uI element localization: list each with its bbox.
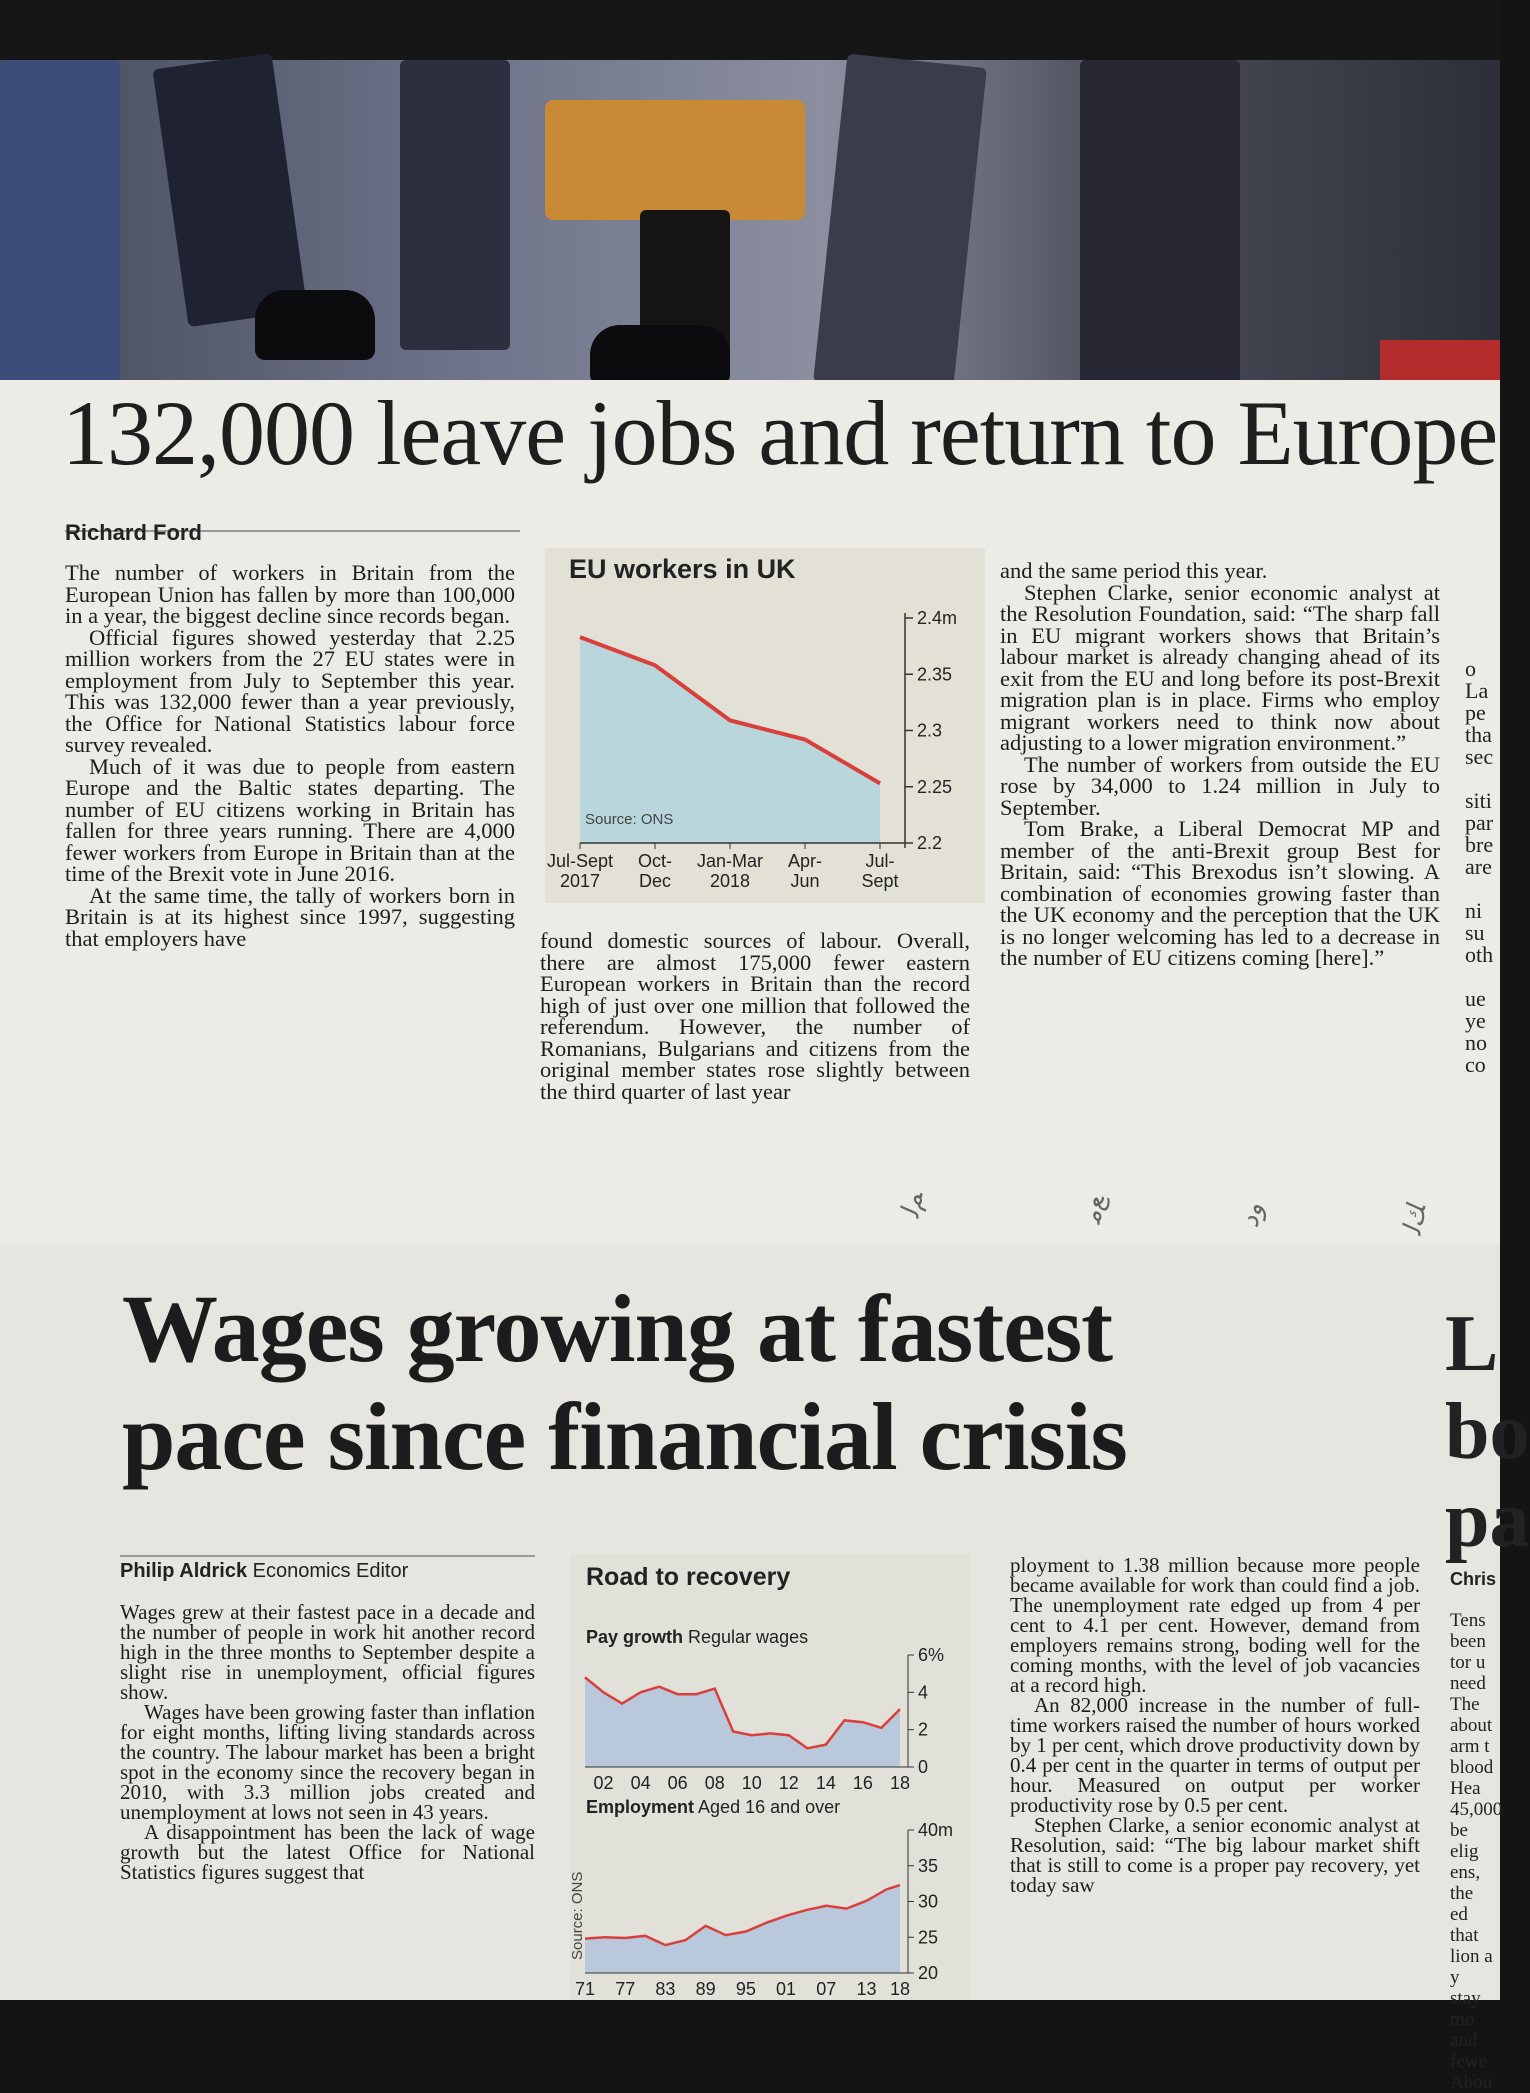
chart-x-tick-label: 2018: [709, 871, 751, 891]
text-fragment: La: [1465, 678, 1489, 703]
text-fragment: tor u: [1450, 1652, 1486, 1673]
text-fragment: ed that: [1450, 1904, 1479, 1946]
article2-headline-line1: Wages growing at fastest: [122, 1275, 1113, 1382]
paragraph: Much of it was due to people from eastern Europe and the Baltic states departing. The number of EU citizens working in Britain has fallen for three years running. There are 4,000 fewer workers from Europe in Britain than at the time of the Brexit vote in June 2016.: [65, 753, 515, 886]
pay-growth-x-tick-label: 08: [704, 1773, 725, 1793]
text-fragment: tha: [1465, 722, 1492, 747]
article2-column-3: [1010, 1555, 1420, 1895]
text-fragment: are: [1465, 854, 1492, 879]
pay-growth-x-tick-label: 10: [741, 1773, 762, 1793]
paragraph: At the same time, the tally of workers born in Britain is at its highest since 1997, suggesting that employers have: [65, 882, 515, 951]
adjacent-byline-fragment: Chris: [1450, 1569, 1497, 1589]
handwritten-note: ﻢﻟ: [895, 1189, 929, 1220]
text-fragment: su: [1465, 920, 1485, 945]
text-fragment: need: [1450, 1673, 1486, 1694]
chart-title: EU workers in UK: [569, 554, 796, 584]
chart-x-tick-label: Sept: [861, 871, 899, 891]
chart-source: Source: ONS: [585, 811, 674, 828]
text-fragment: Tens: [1450, 1610, 1486, 1631]
text-fragment: stay mo: [1450, 1988, 1481, 2030]
chart-eu-workers-plot: [545, 548, 985, 903]
text-fragment: [1465, 768, 1500, 790]
employment-x-tick-label: 13: [856, 1979, 877, 1999]
employment-y-tick-label: 25: [918, 1927, 939, 1948]
byline-rule: [120, 1555, 535, 1557]
chart-x-tick-label: Jul-Sept: [546, 851, 614, 871]
pay-growth-x-tick-label: 06: [667, 1773, 688, 1793]
text-fragment: no: [1465, 1030, 1487, 1055]
employment-y-tick-label: 30: [918, 1891, 939, 1912]
text-fragment: oth: [1465, 942, 1494, 967]
paragraph: and the same period this year.: [1000, 558, 1268, 583]
chart-y-tick-label: 2.35: [917, 664, 953, 685]
chart-subtitle: Employment Aged 16 and over: [586, 1797, 841, 1817]
chart-eu-workers: [545, 548, 985, 903]
paragraph: Stephen Clarke, senior economic analyst at the Resolution Foundation, said: “The sharp fall in EU migrant workers shows that Britain’s labour market is already changing ahead of its exit from the EU and long before its post-Brexit migration plan is in place. Firms who employ migrant workers need to think now about adjusting to a lower migration environment.”: [1000, 579, 1440, 755]
adjacent-column-fragment: [1450, 1610, 1503, 2093]
chart-road-to-recovery-plot: [570, 1555, 970, 2000]
paragraph: Stephen Clarke, a senior economic analyst at Resolution, said: “The big labour market shift that is still to come is a proper pay recovery, yet today saw: [1010, 1813, 1420, 1897]
article2-headline: [122, 1275, 1127, 1491]
chart-y-tick-label: 2.4m: [917, 608, 958, 628]
paragraph: Wages have been growing faster than inflation for eight months, lifting living standards across the country. The labour market has been a bright spot in the economy since the recovery began in 2010, with 3.3 million jobs created and unemployment at lows not seen in 43 years.: [120, 1700, 535, 1824]
text-fragment: ye: [1465, 1008, 1486, 1033]
employment-y-tick-label: 40m: [918, 1820, 954, 1840]
text-fragment: The: [1450, 1694, 1480, 1715]
text-fragment: ni: [1465, 898, 1483, 923]
chart-x-tick-label: 2017: [559, 871, 601, 891]
text-fragment: ue: [1465, 986, 1486, 1011]
paragraph: A disappointment has been the lack of wage growth but the latest Office for National Statistics figures suggest that: [120, 1820, 535, 1884]
article-headline: 132,000 leave jobs and return to Europe: [62, 382, 1498, 484]
employment-x-tick-label: 83: [655, 1979, 676, 1999]
pay-growth-x-tick-label: 04: [630, 1773, 651, 1793]
chart-y-tick-label: 2.25: [917, 776, 953, 797]
pay-growth-x-tick-label: 02: [593, 1773, 614, 1793]
text-fragment: and fewe: [1450, 2030, 1487, 2072]
text-fragment: Abou: [1450, 2072, 1493, 2093]
text-fragment: arm t: [1450, 1736, 1490, 1757]
pay-growth-y-tick-label: 4: [918, 1682, 929, 1703]
handwritten-note: ﻊﻣ: [1076, 1193, 1111, 1227]
photo-shoe: [255, 290, 375, 360]
chart-x-tick-label: Oct-: [638, 851, 672, 871]
chart-subtitle: Pay growth Regular wages: [586, 1627, 809, 1647]
chart-y-tick-label: 2.2: [917, 833, 943, 853]
text-fragment: [1465, 878, 1500, 900]
text-fragment: bre: [1465, 832, 1494, 857]
paragraph: The number of workers from outside the EU rose by 34,000 to 1.24 million in July to September.: [1000, 751, 1440, 820]
photo-trouser-leg: [813, 54, 987, 397]
text-fragment: pa: [1445, 1476, 1530, 1564]
article2-byline: [120, 1560, 408, 1583]
text-fragment: bo: [1445, 1388, 1530, 1476]
adjacent-headline-fragment: [1445, 1300, 1530, 1564]
article2-byline-role: Economics Editor: [252, 1560, 409, 1582]
article-column-2: [540, 930, 970, 1102]
text-fragment: o: [1465, 656, 1476, 681]
employment-x-tick-label: 18: [889, 1979, 911, 1999]
article2-headline-line2: pace since financial crisis: [122, 1383, 1127, 1490]
paragraph: found domestic sources of labour. Overall, there are almost 175,000 fewer eastern European workers in Britain than the record high of just over one million that followed the referendum. However, the number of Romanians, Bulgarians and citizens from the original member states rose slightly between the third quarter of last year: [540, 928, 970, 1104]
employment-x-tick-label: 07: [816, 1979, 837, 1999]
article-column-1: [65, 562, 515, 949]
text-fragment: pe: [1465, 700, 1486, 725]
paragraph: Wages grew at their fastest pace in a decade and the number of people in work hit another record high in the three months to September despite a slight rise in unemployment, official figures show.: [120, 1600, 535, 1704]
paragraph: The number of workers in Britain from the European Union has fallen by more than 100,000 in a year, the biggest decline since records began.: [65, 560, 515, 628]
article-column-3: [1000, 560, 1440, 969]
text-fragment: co: [1465, 1052, 1486, 1077]
photo-shoe: [590, 325, 730, 385]
pay-growth-x-tick-label: 18: [889, 1773, 911, 1793]
chart-x-tick-label: Jul-: [865, 851, 895, 871]
chart-source: Source: ONS: [569, 1871, 586, 1960]
text-fragment: [1465, 966, 1500, 988]
text-fragment: L: [1445, 1300, 1499, 1388]
chart-x-tick-label: Apr-: [787, 851, 823, 871]
text-fragment: sec: [1465, 744, 1494, 769]
text-fragment: Hea: [1450, 1778, 1481, 1799]
photo-trouser-leg: [400, 60, 510, 350]
newspaper-photo: [0, 60, 1500, 390]
pay-growth-y-tick-label: 0: [918, 1757, 929, 1777]
text-fragment: blood: [1450, 1757, 1494, 1778]
employment-y-tick-label: 20: [918, 1963, 939, 1983]
employment-area: [585, 1885, 900, 1973]
employment-x-tick-label: 77: [615, 1979, 636, 1999]
chart-y-tick-label: 2.3: [917, 720, 943, 741]
employment-x-tick-label: 95: [735, 1979, 756, 1999]
paragraph: ployment to 1.38 million because more people became available for work than could find a job. The unemployment rate edged up from 4 per cent to 4.1 per cent. However, demand from employers remains strong, boding well for the coming months, with the level of job vacancies at a record high.: [1010, 1553, 1420, 1697]
article-byline: Richard Ford: [65, 520, 202, 545]
text-fragment: lion a y: [1450, 1946, 1493, 1988]
chart-title: Road to recovery: [586, 1563, 791, 1591]
photo-trouser-leg: [0, 60, 120, 390]
photo-trouser-leg: [1080, 60, 1240, 390]
adjacent-column-fragment: [1465, 658, 1500, 1076]
pay-growth-y-tick-label: 6%: [918, 1645, 945, 1665]
chart-x-tick-label: Jun: [790, 871, 820, 891]
chart-road-to-recovery: [570, 1555, 970, 2000]
photo-briefcase: [545, 100, 805, 220]
pay-growth-x-tick-label: 14: [815, 1773, 836, 1793]
pay-growth-x-tick-label: 12: [778, 1773, 799, 1793]
paragraph: An 82,000 increase in the number of full-time workers raised the number of hours worked by 1 per cent, which drove productivity down by 0.4 per cent in the quarter in terms of output per hour. Measured on output per worker productivity rose by 0.5 per cent.: [1010, 1693, 1420, 1817]
handwritten-note: ﻭﺩ: [1234, 1199, 1269, 1231]
employment-x-tick-label: 89: [695, 1979, 716, 1999]
paragraph: Tom Brake, a Liberal Democrat MP and member of the anti-Brexit group Best for Britain, said: “This Brexodus isn’t slowing. A combination of economies growing faster than the UK economy and the perception that the UK is no longer welcoming has led to a decrease in the number of EU citizens coming [here].”: [1000, 816, 1440, 970]
text-fragment: been: [1450, 1631, 1486, 1652]
text-fragment: be elig: [1450, 1820, 1479, 1862]
text-fragment: ens, the: [1450, 1862, 1481, 1904]
text-fragment: par: [1465, 810, 1494, 835]
pay-growth-x-tick-label: 16: [852, 1773, 873, 1793]
employment-x-tick-label: 71: [574, 1979, 596, 1999]
text-fragment: siti: [1465, 788, 1492, 813]
handwritten-note: ﻚﻟ: [1397, 1202, 1432, 1238]
text-fragment: about: [1450, 1715, 1493, 1736]
article2-column-1: [120, 1602, 535, 1882]
paragraph: Official figures showed yesterday that 2.25 million workers from the 27 EU states were in employment from July to September this year. This was 132,000 fewer than a year previously, the Office for National Statistics labour force survey revealed.: [65, 624, 515, 757]
chart-x-tick-label: Jan-Mar: [696, 851, 764, 871]
employment-x-tick-label: 01: [776, 1979, 797, 1999]
pay-growth-y-tick-label: 2: [918, 1719, 929, 1740]
article2-byline-name: Philip Aldrick: [120, 1560, 248, 1582]
photo-trouser-leg: [152, 53, 307, 327]
employment-y-tick-label: 35: [918, 1855, 939, 1876]
chart-x-tick-label: Dec: [638, 871, 672, 891]
text-fragment: 45,000: [1450, 1799, 1503, 1820]
